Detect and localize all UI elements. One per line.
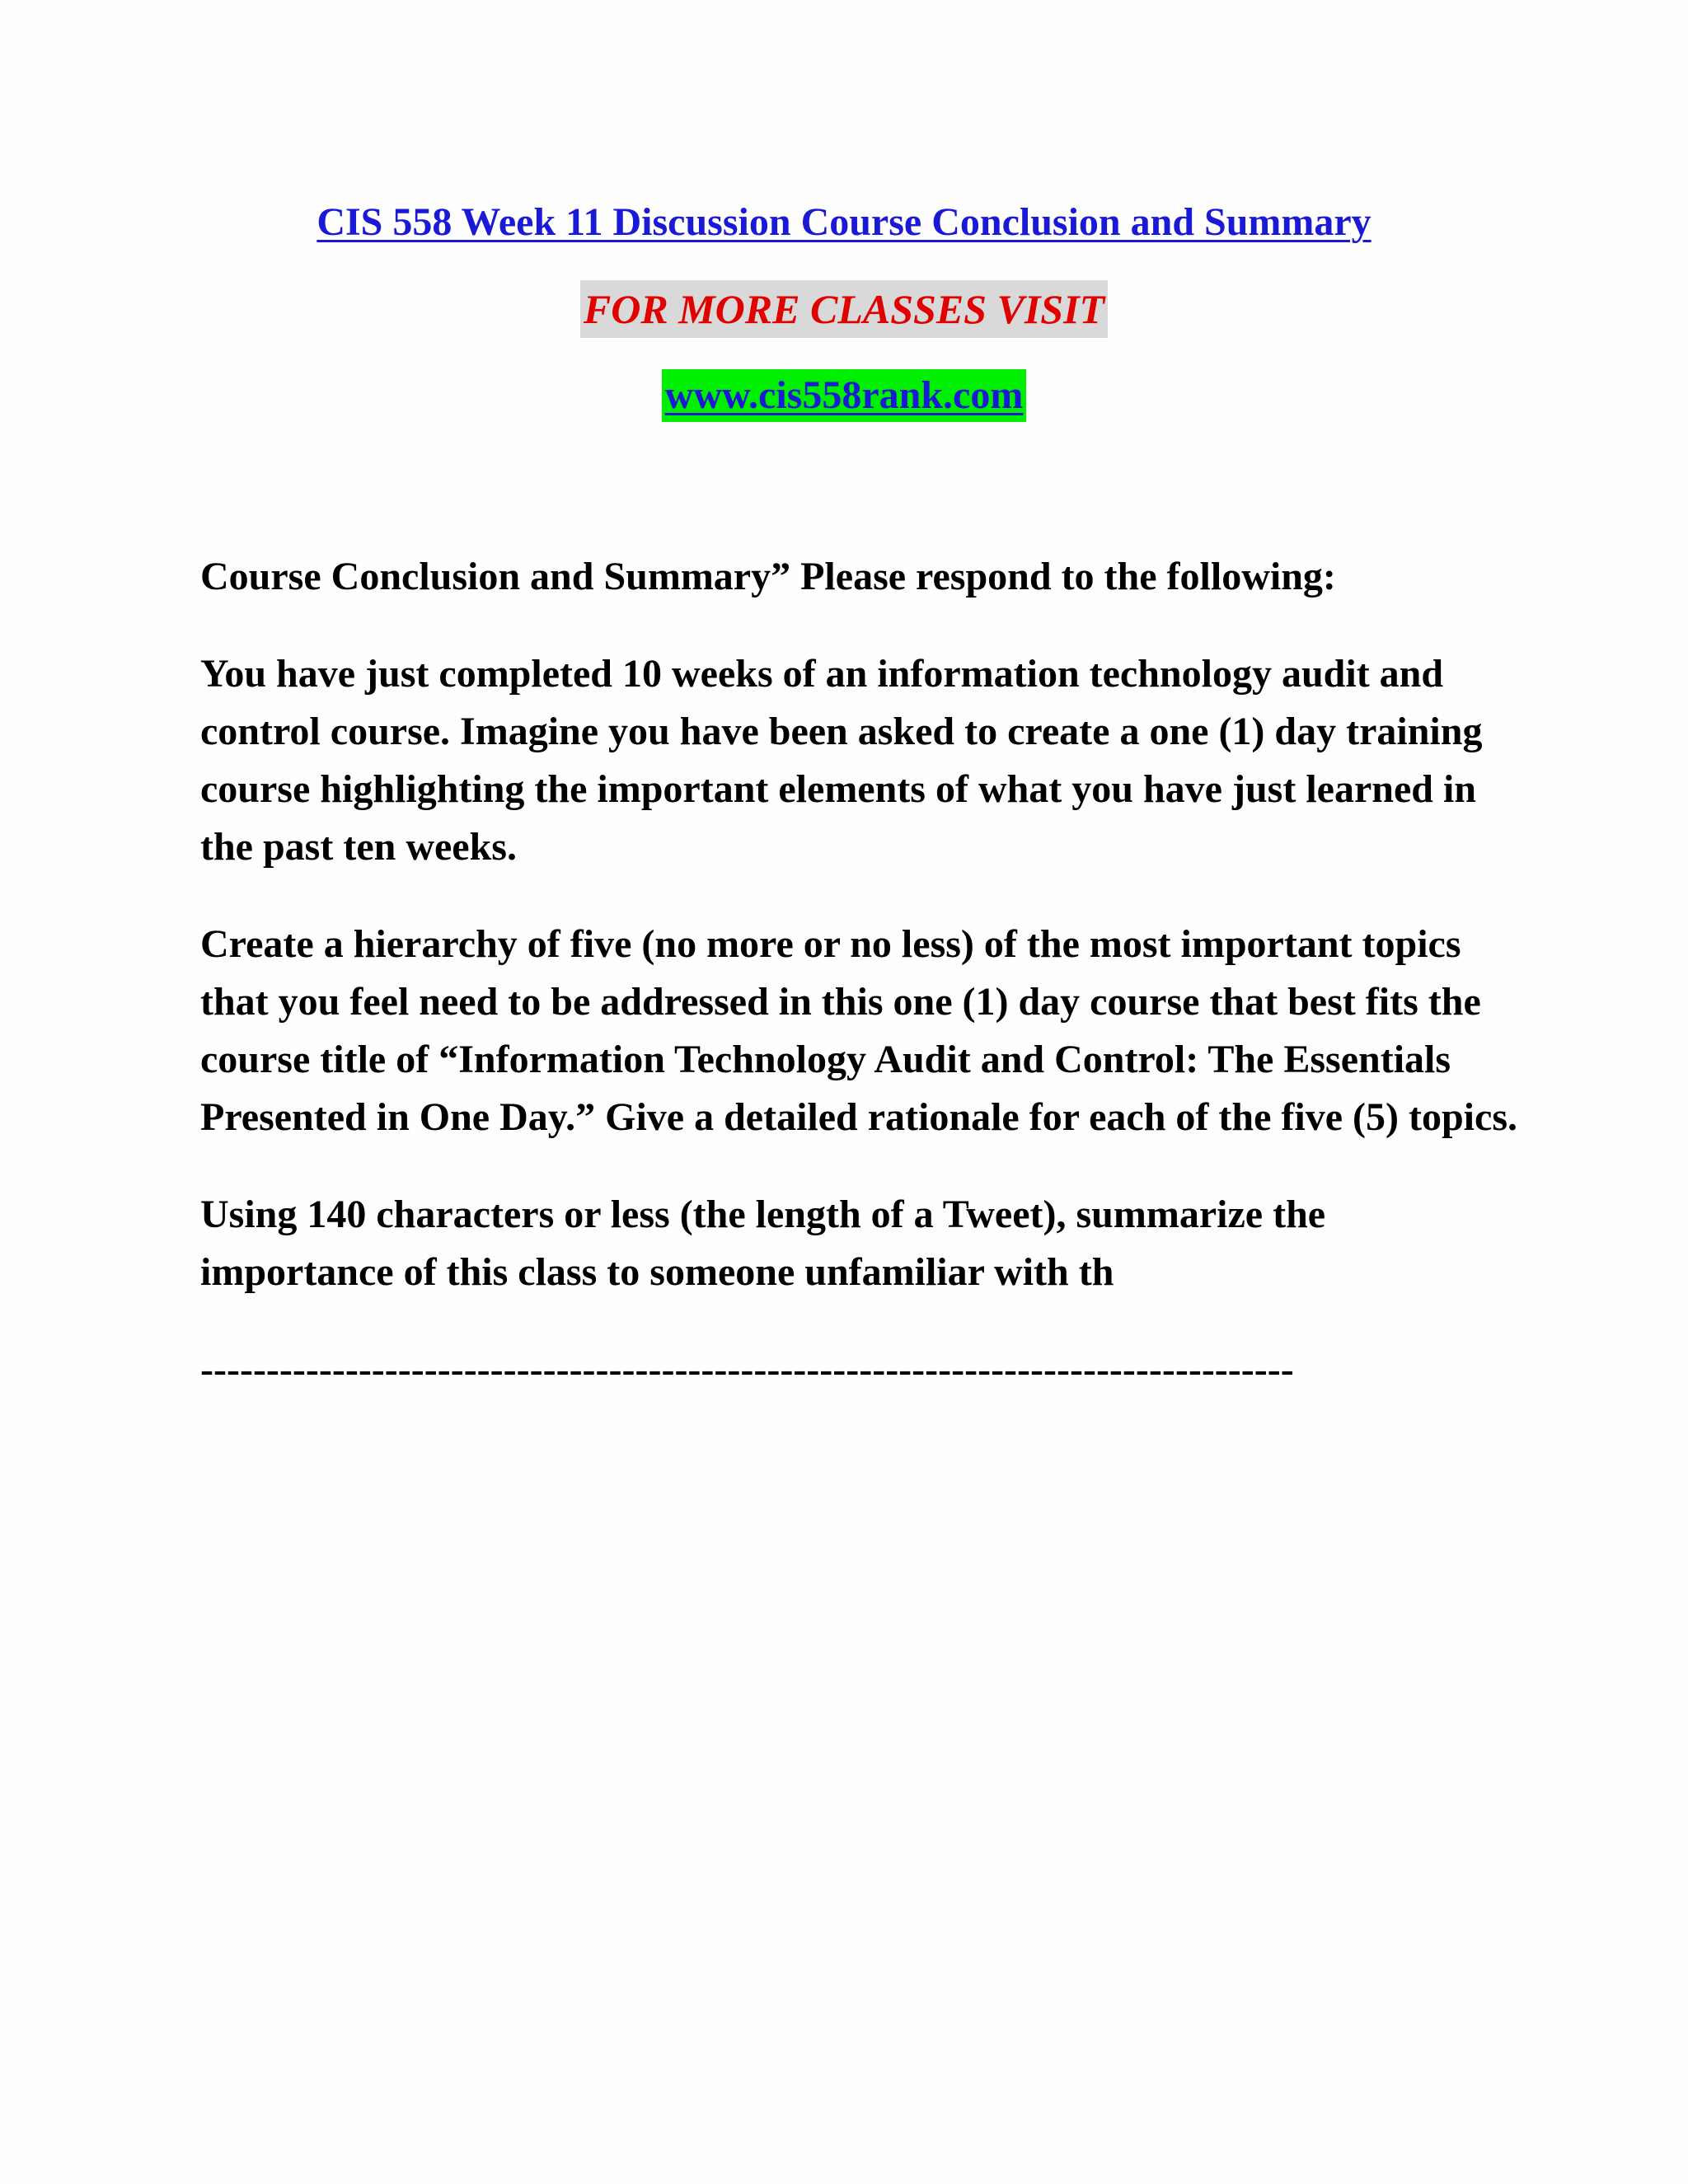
document-title [0,198,1688,247]
url-banner [0,369,1688,422]
title-link[interactable]: CIS 558 Week 11 Discussion Course Conclusion and Summary [316,200,1372,244]
promo-banner [0,280,1688,338]
dashed-divider: ----------------------------------------------------------------------------------- [200,1347,1294,1391]
paragraph-intro: You have just completed 10 weeks of an information technology audit and control course. Imagine you have been asked to create a one (1) day training course highlighting the important elements of what you have just learned in the past ten weeks. [200,652,1483,869]
website-link[interactable]: www.cis558rank.com [662,369,1027,422]
document-body [200,548,1519,1438]
promo-text: FOR MORE CLASSES VISIT [580,280,1108,338]
paragraph-hierarchy: Create a hierarchy of five (no more or no less) of the most important topics that you feel need to be addressed in this one (1) day course that best fits the course title of “Information Technology Audit and Control: The Essentials Presented in One Day.” Give a detailed rationale for each of the five (5) topics. [200,922,1517,1139]
paragraph-tweet: Using 140 characters or less (the length of a Tweet), summarize the importance of this class to someone unfamiliar with th [200,1193,1326,1294]
prompt-line: Course Conclusion and Summary” Please respond to the following: [200,555,1336,598]
